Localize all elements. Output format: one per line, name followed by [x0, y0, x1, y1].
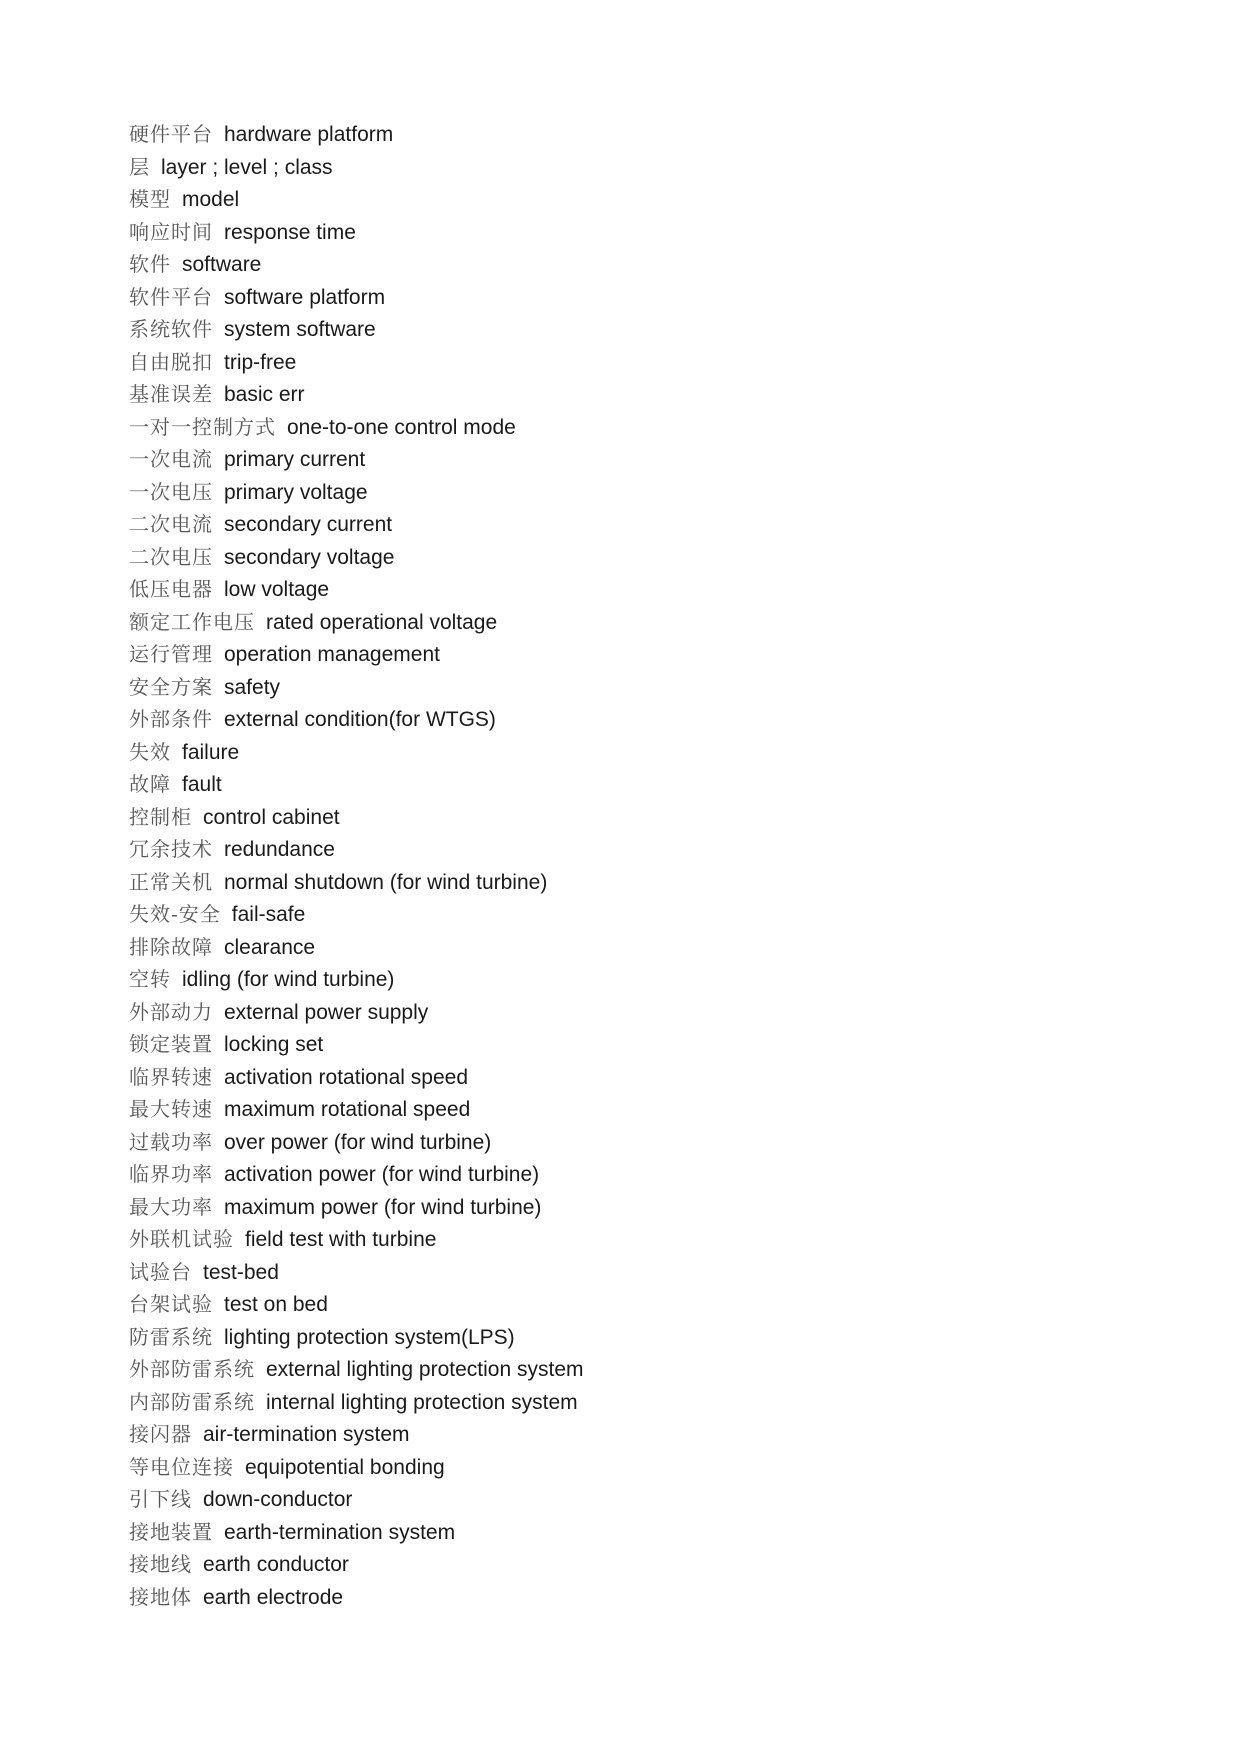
english-term: equipotential bonding	[245, 1455, 445, 1479]
glossary-entry	[129, 346, 584, 379]
chinese-term: 模型	[129, 187, 171, 211]
english-term: primary voltage	[224, 480, 368, 504]
chinese-term: 二次电流	[129, 512, 213, 536]
glossary-entry	[129, 508, 584, 541]
chinese-term: 失效	[129, 739, 171, 764]
english-term: normal shutdown (for wind turbine)	[224, 870, 548, 894]
chinese-term: 失效-安全	[129, 902, 221, 926]
chinese-term: 临界转速	[129, 1064, 213, 1089]
english-term: failure	[182, 740, 240, 764]
english-term: earth-termination system	[224, 1520, 456, 1544]
english-term: internal lighting protection system	[266, 1390, 578, 1414]
glossary-entry	[129, 1483, 584, 1516]
chinese-term: 空转	[129, 967, 171, 991]
english-term: response time	[224, 220, 356, 244]
glossary-entry	[129, 541, 584, 574]
chinese-term: 层	[129, 154, 150, 179]
english-term: basic err	[224, 383, 305, 406]
glossary-entry	[129, 1191, 584, 1224]
glossary-entry	[129, 1581, 584, 1614]
glossary-entry	[129, 411, 584, 444]
english-term: activation rotational speed	[224, 1065, 468, 1089]
glossary-entry	[129, 638, 584, 671]
glossary-entry	[129, 443, 584, 476]
english-term: fail-safe	[231, 903, 306, 926]
glossary-term-list	[129, 118, 584, 1613]
chinese-term: 硬件平台	[129, 122, 213, 146]
english-term: earth conductor	[203, 1553, 349, 1576]
english-term: activation power (for wind turbine)	[224, 1163, 540, 1186]
glossary-entry	[129, 736, 584, 769]
glossary-entry	[129, 1418, 584, 1451]
chinese-term: 最大功率	[129, 1194, 213, 1219]
glossary-entry	[129, 1548, 584, 1581]
english-term: system software	[224, 318, 376, 341]
english-term: fault	[182, 773, 222, 796]
english-term: software	[182, 253, 262, 276]
chinese-term: 接闪器	[129, 1422, 192, 1446]
chinese-term: 一次电流	[129, 447, 213, 471]
chinese-term: 软件	[129, 252, 171, 276]
glossary-entry	[129, 996, 584, 1029]
chinese-term: 台架试验	[129, 1292, 213, 1316]
glossary-entry	[129, 1158, 584, 1191]
english-term: maximum rotational speed	[224, 1098, 471, 1121]
english-term: air-termination system	[203, 1423, 410, 1446]
english-term: secondary voltage	[224, 545, 395, 569]
chinese-term: 系统软件	[129, 317, 213, 341]
english-term: layer ; level ; class	[161, 155, 333, 179]
english-term: model	[182, 188, 240, 211]
glossary-entry	[129, 1321, 584, 1354]
chinese-term: 控制柜	[129, 804, 192, 829]
chinese-term: 软件平台	[129, 284, 213, 309]
english-term: one-to-one control mode	[287, 415, 516, 439]
glossary-entry	[129, 833, 584, 866]
english-term: external lighting protection system	[266, 1358, 584, 1381]
glossary-entry	[129, 1288, 584, 1321]
chinese-term: 额定工作电压	[129, 609, 255, 634]
glossary-entry	[129, 1093, 584, 1126]
english-term: over power (for wind turbine)	[224, 1130, 492, 1154]
glossary-entry	[129, 898, 584, 931]
chinese-term: 安全方案	[129, 674, 213, 699]
chinese-term: 试验台	[129, 1259, 192, 1284]
english-term: software platform	[224, 285, 386, 309]
chinese-term: 一对一控制方式	[129, 414, 276, 439]
chinese-term: 外部动力	[129, 999, 213, 1024]
english-term: test on bed	[224, 1293, 328, 1316]
english-term: secondary current	[224, 513, 393, 536]
chinese-term: 过载功率	[129, 1129, 213, 1154]
english-term: clearance	[224, 935, 316, 959]
english-term: safety	[224, 675, 281, 699]
chinese-term: 接地体	[129, 1584, 192, 1609]
chinese-term: 最大转速	[129, 1097, 213, 1121]
chinese-term: 外部条件	[129, 707, 213, 731]
glossary-entry	[129, 703, 584, 736]
english-term: hardware platform	[224, 123, 394, 146]
glossary-entry	[129, 1386, 584, 1419]
english-term: low voltage	[224, 578, 330, 601]
glossary-entry	[129, 1223, 584, 1256]
chinese-term: 锁定装置	[129, 1032, 213, 1056]
chinese-term: 运行管理	[129, 642, 213, 666]
english-term: trip-free	[224, 350, 297, 374]
glossary-entry	[129, 118, 584, 151]
english-term: down-conductor	[203, 1488, 353, 1511]
english-term: lighting protection system(LPS)	[224, 1325, 515, 1349]
english-term: earth electrode	[203, 1585, 344, 1609]
glossary-entry	[129, 1516, 584, 1549]
chinese-term: 外部防雷系统	[129, 1357, 255, 1381]
english-term: redundance	[224, 838, 335, 861]
chinese-term: 排除故障	[129, 934, 213, 959]
english-term: locking set	[224, 1033, 324, 1056]
chinese-term: 二次电压	[129, 544, 213, 569]
chinese-term: 自由脱扣	[129, 349, 213, 374]
chinese-term: 外联机试验	[129, 1227, 234, 1251]
english-term: maximum power (for wind turbine)	[224, 1195, 542, 1219]
glossary-entry	[129, 151, 584, 184]
glossary-entry	[129, 183, 584, 216]
chinese-term: 故障	[129, 772, 171, 796]
glossary-entry	[129, 476, 584, 509]
glossary-entry	[129, 1353, 584, 1386]
glossary-entry	[129, 963, 584, 996]
glossary-entry	[129, 573, 584, 606]
glossary-entry	[129, 768, 584, 801]
chinese-term: 防雷系统	[129, 1324, 213, 1349]
english-term: test-bed	[203, 1260, 279, 1284]
glossary-entry	[129, 248, 584, 281]
glossary-entry	[129, 1126, 584, 1159]
glossary-entry	[129, 313, 584, 346]
english-term: field test with turbine	[245, 1228, 437, 1251]
glossary-entry	[129, 1061, 584, 1094]
chinese-term: 等电位连接	[129, 1454, 234, 1479]
glossary-entry	[129, 1256, 584, 1289]
glossary-entry	[129, 866, 584, 899]
chinese-term: 低压电器	[129, 577, 213, 601]
chinese-term: 内部防雷系统	[129, 1389, 255, 1414]
glossary-entry	[129, 931, 584, 964]
chinese-term: 基准误差	[129, 382, 213, 406]
chinese-term: 临界功率	[129, 1162, 213, 1186]
chinese-term: 正常关机	[129, 869, 213, 894]
glossary-entry	[129, 1028, 584, 1061]
english-term: external power supply	[224, 1000, 429, 1024]
glossary-entry	[129, 671, 584, 704]
english-term: idling (for wind turbine)	[182, 968, 395, 991]
chinese-term: 一次电压	[129, 479, 213, 504]
chinese-term: 响应时间	[129, 219, 213, 244]
glossary-entry	[129, 281, 584, 314]
english-term: external condition(for WTGS)	[224, 708, 496, 731]
chinese-term: 接地装置	[129, 1519, 213, 1544]
chinese-term: 冗余技术	[129, 837, 213, 861]
english-term: control cabinet	[203, 805, 340, 829]
glossary-entry	[129, 801, 584, 834]
glossary-entry	[129, 378, 584, 411]
english-term: rated operational voltage	[266, 610, 498, 634]
english-term: primary current	[224, 448, 366, 471]
glossary-entry	[129, 216, 584, 249]
glossary-entry	[129, 1451, 584, 1484]
glossary-entry	[129, 606, 584, 639]
chinese-term: 引下线	[129, 1487, 192, 1511]
english-term: operation management	[224, 643, 440, 666]
chinese-term: 接地线	[129, 1552, 192, 1576]
